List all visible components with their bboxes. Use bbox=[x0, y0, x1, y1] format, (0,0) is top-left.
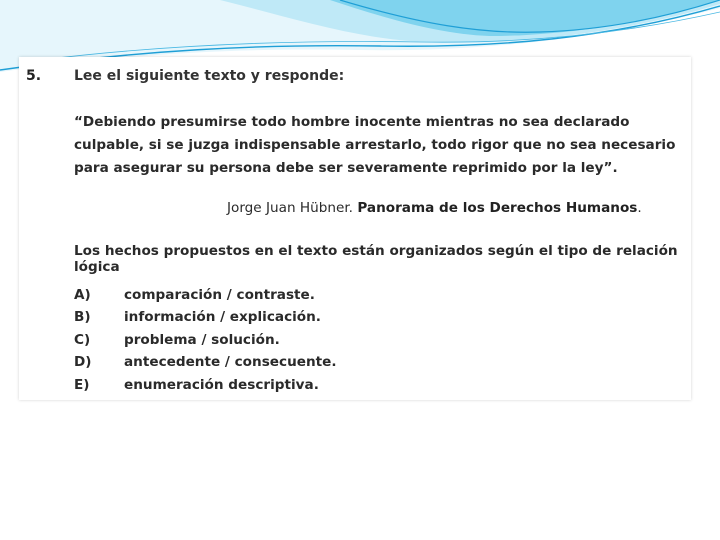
question-number: 5. bbox=[26, 68, 42, 84]
quoted-text: “Debiendo presumirse todo hombre inocente mientras no sea declarado culpable, si se juzga indispensable arrestarlo, todo rigor que no sea necesario para asegurar su persona debe ser severamente reprimido por la ley”. bbox=[74, 114, 676, 176]
option-letter: A) bbox=[74, 287, 91, 303]
option-a[interactable] bbox=[74, 287, 337, 309]
option-text: antecedente / consecuente. bbox=[124, 354, 337, 371]
question-prompt: Lee el siguiente texto y responde: bbox=[74, 68, 345, 84]
source-end: . bbox=[637, 200, 642, 216]
question-stem: Los hechos propuestos en el texto están organizados según el tipo de relación lógica bbox=[74, 243, 678, 275]
option-e[interactable] bbox=[74, 377, 337, 399]
option-text: comparación / contraste. bbox=[124, 287, 315, 303]
source-author: Jorge Juan Hübner. bbox=[227, 200, 358, 216]
option-letter: B) bbox=[74, 309, 91, 326]
source-title: Panorama de los Derechos Humanos bbox=[357, 200, 638, 216]
option-letter: D) bbox=[74, 354, 92, 371]
option-c[interactable] bbox=[74, 332, 337, 354]
option-b[interactable] bbox=[74, 309, 337, 331]
option-letter: E) bbox=[74, 376, 90, 393]
option-d[interactable] bbox=[74, 354, 337, 376]
question-card bbox=[19, 57, 691, 400]
option-letter: C) bbox=[74, 331, 91, 348]
answer-options bbox=[74, 287, 337, 399]
quote-source bbox=[227, 200, 642, 216]
option-text: enumeración descriptiva. bbox=[124, 376, 319, 393]
option-text: información / explicación. bbox=[124, 309, 321, 326]
option-text: problema / solución. bbox=[124, 331, 280, 348]
